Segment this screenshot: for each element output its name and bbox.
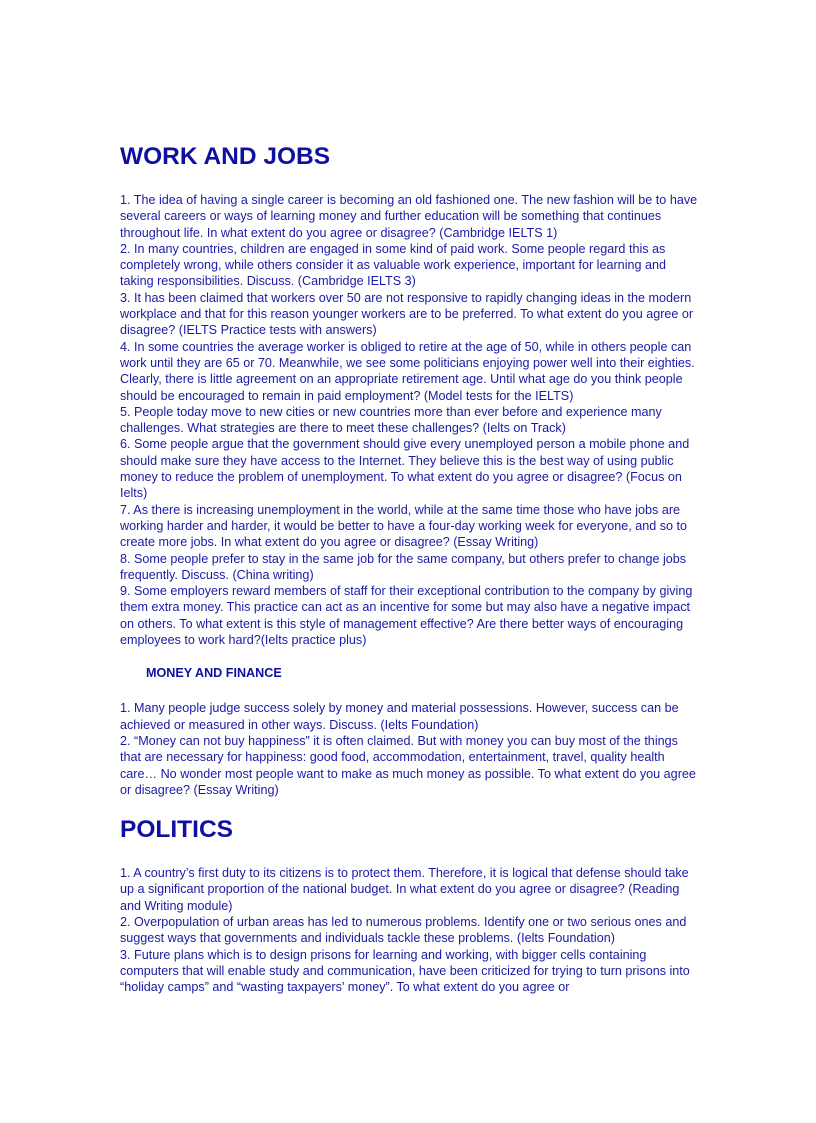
list-item: 7. As there is increasing unemployment in the world, while at the same time those who have jobs are working harder and harder, it would be better to have a four-day working week for everyone, and so to create more jobs. In what extent do you agree or disagree? (Essay Writing) <box>120 502 688 550</box>
section-politics <box>120 813 700 995</box>
list-item: 3. It has been claimed that workers over 50 are not responsive to rapidly changing ideas in the modern workplace and that for this reason younger workers are to be preferred. To what extent do you agree or disagree? (IELTS Practice tests with answers) <box>120 290 694 338</box>
section-money-and-finance <box>120 665 700 798</box>
list-item: 6. Some people argue that the government should give every unemployed person a mobile phone and should make sure they have access to the Internet. They believe this is the best way of using public money to reduce the problem of unemployment. To what extent do you agree or disagree? (Focus on Ielts) <box>120 437 690 501</box>
heading-money-and-finance: MONEY AND FINANCE <box>146 666 282 681</box>
list-item: 9. Some employers reward members of staff for their exceptional contribution to the company by giving them extra money. This practice can act as an incentive for some but may also have a negative impact on others. To what extent is this style of management effective? Are there better ways of encouraging employees to work hard?(Ielts practice plus) <box>120 584 693 648</box>
politics-items-list <box>120 865 700 995</box>
list-item: 2. In many countries, children are engaged in some kind of paid work. Some people regard this as completely wrong, while others consider it as valuable work experience, important for learning and taking responsibilities. Discuss. (Cambridge IELTS 3) <box>120 241 667 289</box>
list-item: 2. Overpopulation of urban areas has led to numerous problems. Identify one or two serious ones and suggest ways that governments and individuals tackle these problems. (Ielts Foundation) <box>120 914 687 946</box>
section-work-and-jobs <box>120 140 700 648</box>
heading-politics: POLITICS <box>120 816 233 844</box>
list-item: 8. Some people prefer to stay in the same job for the same company, but others prefer to change jobs frequently. Discuss. (China writing) <box>120 551 687 582</box>
list-item: 1. The idea of having a single career is becoming an old fashioned one. The new fashion will be to have several careers or ways of learning money and further education will be something that continues throughout life. In what extent do you agree or disagree? (Cambridge IELTS 1) <box>120 193 698 240</box>
list-item: 1. Many people judge success solely by money and material possessions. However, success can be achieved or measured in other ways. Discuss. (Ielts Foundation) <box>120 701 679 732</box>
money-items-list <box>120 700 700 798</box>
list-item: 2. “Money can not buy happiness” it is often claimed. But with money you can buy most of the things that are necessary for happiness: good food, accommodation, entertainment, travel, quality health care… No wonder most people want to make as much money as possible. To what extent do you agree or disagree? (Essay Writing) <box>120 733 696 797</box>
list-item: 5. People today move to new cities or new countries more than ever before and experience many challenges. What strategies are there to meet these challenges? (Ielts on Track) <box>120 404 662 436</box>
work-items-list <box>120 192 700 648</box>
document-page <box>120 140 700 995</box>
list-item: 4. In some countries the average worker is obliged to retire at the age of 50, while in others people can work until they are 65 or 70. Meanwhile, we see some politicians enjoying power well into their eighties. Clearly, there is little agreement on an appropriate retirement age. Until what age do you think people should be encouraged to remain in paid employment? (Model tests for the IELTS) <box>120 339 695 403</box>
list-item: 1. A country’s first duty to its citizens is to protect them. Therefore, it is logical that defense should take up a significant proportion of the national budget. In what extent do you agree or disagree? (Reading and Writing module) <box>120 866 689 913</box>
heading-work-and-jobs: WORK AND JOBS <box>120 143 331 170</box>
list-item: 3. Future plans which is to design prisons for learning and working, with bigger cells containing computers that will enable study and communication, have been criticized for trying to turn prisons into “holiday camps” and “wasting taxpayers’ money”. To what extent do you agree or <box>120 947 690 995</box>
